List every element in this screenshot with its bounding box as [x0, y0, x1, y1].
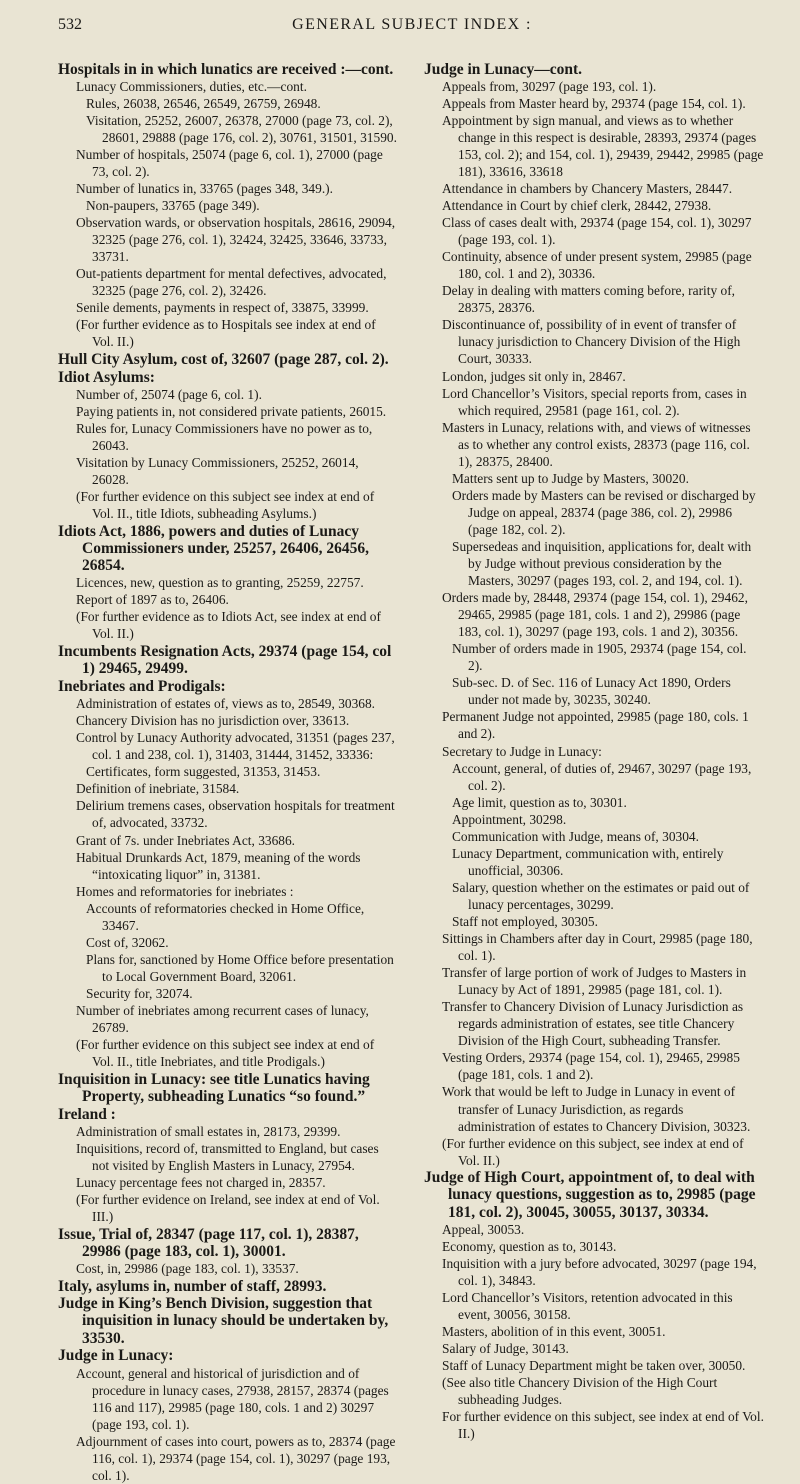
- index-entry: Staff not employed, 30305.: [452, 914, 598, 929]
- index-entry: Delay in dealing with matters coming before, rarity of, 28375, 28376.: [442, 283, 736, 316]
- index-heading: Inquisition in Lunacy: see title Lunatics having Property, subheading Lunatics “so found.”: [58, 1070, 370, 1105]
- index-entry: Appeals from, 30297 (page 193, col. 1).: [442, 78, 657, 94]
- index-entry: Observation wards, or observation hospitals, 28616, 29094, 32325 (page 276, col. 1), 32424, 32425, 33646, 33733, 33731.: [76, 215, 396, 265]
- index-entry: Class of cases dealt with, 29374 (page 154, col. 1), 30297 (page 193, col. 1).: [442, 215, 752, 248]
- index-entry: Certificates, form suggested, 31353, 31453.: [86, 764, 321, 780]
- index-entry: Non-paupers, 33765 (page 349).: [86, 198, 260, 214]
- index-entry: (For further evidence on this subject see index at end of Vol. II., title Idiots, subheading Asylums.): [76, 489, 375, 522]
- index-heading: Inebriates and Prodigals:: [58, 677, 226, 695]
- index-entry: Salary of Judge, 30143.: [442, 1341, 569, 1357]
- index-entry: Number of hospitals, 25074 (page 6, col. 1), 27000 (page 73, col. 2).: [76, 146, 383, 179]
- index-entry: Rules for, Lunacy Commissioners have no power as to, 26043.: [76, 420, 373, 453]
- index-entry: Continuity, absence of under present system, 29985 (page 180, col. 1 and 2), 30336.: [442, 249, 752, 282]
- index-entry: (See also title Chancery Division of the High Court subheading Judges.: [442, 1375, 718, 1408]
- index-entry: Adjournment of cases into court, powers as to, 28374 (page 116, col. 1), 29374 (page 154, col. 1), 30297 (page 193, col. 1).: [76, 1433, 396, 1483]
- index-entry: Definition of inebriate, 31584.: [76, 781, 240, 797]
- index-entry: Work that would be left to Judge in Lunacy in event of transfer of Lunacy Jurisdiction, as regards administration of estates to Chancery Division, 30323.: [442, 1084, 751, 1134]
- index-entry: Rules, 26038, 26546, 26549, 26759, 26948.: [86, 95, 321, 111]
- index-heading: Judge in Lunacy—cont.: [424, 60, 583, 78]
- index-entry: Account, general, of duties of, 29467, 30297 (page 193, col. 2).: [452, 760, 752, 793]
- index-entry: Report of 1897 as to, 26406.: [76, 592, 229, 608]
- index-heading: Judge of High Court, appointment of, to deal with lunacy questions, suggestion as to, 29985 (page 181, col. 2), 30045, 30055, 30137, 30334.: [424, 1169, 756, 1221]
- index-heading: Idiots Act, 1886, powers and duties of Lunacy Commissioners under, 25257, 26406, 26456, 26854.: [58, 522, 370, 575]
- index-entry: Security for, 32074.: [86, 985, 193, 1001]
- index-entry: Transfer of large portion of work of Judges to Masters in Lunacy by Act of 1891, 29985 (page 181, col. 1).: [442, 965, 747, 998]
- index-entry: Chancery Division has no jurisdiction over, 33613.: [76, 713, 350, 729]
- index-entry: Vesting Orders, 29374 (page 154, col. 1), 29465, 29985 (page 181, cols. 1 and 2).: [442, 1050, 740, 1083]
- running-title: GENERAL SUBJECT INDEX :: [292, 16, 532, 33]
- index-entry: Masters, abolition of in this event, 30051.: [442, 1324, 666, 1340]
- index-entry: (For further evidence as to Hospitals see index at end of Vol. II.): [76, 317, 376, 350]
- index-entry: Visitation by Lunacy Commissioners, 25252, 26014, 26028.: [76, 455, 359, 488]
- index-entry: Lunacy percentage fees not charged in, 28357.: [76, 1174, 326, 1190]
- index-heading: Hospitals in in which lunatics are received :—cont.: [58, 60, 394, 78]
- index-heading: Italy, asylums in, number of staff, 28993.: [58, 1277, 327, 1295]
- index-entry: Homes and reformatories for inebriates :: [76, 883, 294, 899]
- index-entry: Number of lunatics in, 33765 (pages 348, 349.).: [76, 180, 333, 196]
- index-entry: For further evidence on this subject, see index at end of Vol. II.): [442, 1409, 764, 1442]
- index-entry: Lunacy Department, communication with, entirely unofficial, 30306.: [452, 845, 724, 878]
- index-heading: Judge in King’s Bench Division, suggestion that inquisition in lunacy should be undertaken by, 33530.: [58, 1295, 389, 1347]
- index-entry: Appointment, 30298.: [452, 811, 567, 827]
- index-entry: Administration of estates of, views as to, 28549, 30368.: [76, 696, 376, 712]
- index-entry: Plans for, sanctioned by Home Office before presentation to Local Government Board, 32061.: [86, 951, 394, 984]
- index-entry: Lord Chancellor’s Visitors, retention advocated in this event, 30056, 30158.: [442, 1290, 733, 1323]
- index-columns: [58, 60, 766, 1484]
- index-entry: Economy, question as to, 30143.: [442, 1238, 617, 1254]
- index-heading: Idiot Asylums:: [58, 368, 155, 386]
- index-entry: Appointment by sign manual, and views as to whether change in this respect is desirable, 28393, 29374 (pages 153, col. 2); and 154, col. 1), 29439, 29442, 29985 (page 181), 33616, 33618: [442, 112, 764, 179]
- index-entry: Salary, question whether on the estimates or paid out of lunacy percentages, 30299.: [452, 879, 750, 912]
- index-entry: Grant of 7s. under Inebriates Act, 33686.: [76, 832, 296, 848]
- index-entry: Sittings in Chambers after day in Court, 29985 (page 180, col. 1).: [442, 931, 753, 964]
- index-entry: (For further evidence on this subject see index at end of Vol. II., title Inebriates, and title Prodigals.): [76, 1037, 375, 1070]
- index-entry: London, judges sit only in, 28467.: [442, 368, 626, 384]
- index-entry: Delirium tremens cases, observation hospitals for treatment of, advocated, 33732.: [76, 798, 395, 831]
- index-heading: Judge in Lunacy:: [58, 1347, 174, 1365]
- index-entry: Paying patients in, not considered private patients, 26015.: [76, 403, 387, 419]
- index-heading: Incumbents Resignation Acts, 29374 (page 154, col 1) 29465, 29499.: [58, 643, 392, 678]
- index-heading: Ireland :: [58, 1105, 116, 1123]
- index-entry: Appeal, 30053.: [442, 1221, 525, 1237]
- index-entry: Communication with Judge, means of, 30304.: [452, 828, 699, 844]
- index-entry: Secretary to Judge in Lunacy:: [442, 743, 602, 759]
- index-entry: Supersedeas and inquisition, applications for, dealt with by Judge without previous consideration by the Masters, 30297 (pages 193, col. 2, and 194, col. 1).: [452, 538, 752, 589]
- index-entry: Orders made by, 28448, 29374 (page 154, col. 1), 29462, 29465, 29985 (page 181, cols. 1 and 2), 29986 (page 183, col. 1), 30297 (page 193, cols. 1 and 2), 30356.: [442, 590, 748, 640]
- index-entry: Number of inebriates among recurrent cases of lunacy, 26789.: [76, 1002, 369, 1036]
- index-entry: Attendance in Court by chief clerk, 28442, 27938.: [442, 198, 712, 214]
- index-heading: Hull City Asylum, cost of, 32607 (page 287, col. 2).: [58, 350, 389, 368]
- index-entry: Attendance in chambers by Chancery Masters, 28447.: [442, 180, 733, 196]
- index-entry: (For further evidence on this subject, see index at end of Vol. II.): [442, 1135, 744, 1168]
- index-entry: Administration of small estates in, 28173, 29399.: [76, 1123, 341, 1139]
- page-number: 532: [58, 16, 82, 33]
- index-entry: Permanent Judge not appointed, 29985 (page 180, cols. 1 and 2).: [442, 709, 749, 742]
- left-column: [58, 60, 398, 1484]
- index-entry: (For further evidence as to Idiots Act, see index at end of Vol. II.): [76, 609, 381, 642]
- page-header: [58, 16, 766, 52]
- index-entry: Staff of Lunacy Department might be taken over, 30050.: [442, 1358, 746, 1374]
- index-entry: Discontinuance of, possibility of in event of transfer of lunacy jurisdiction to Chancery Division of the High Court, 30333.: [442, 317, 741, 367]
- index-entry: Matters sent up to Judge by Masters, 30020.: [452, 470, 689, 486]
- index-entry: Account, general and historical of jurisdiction and of procedure in lunacy cases, 27938, 28157, 28374 (pages 116 and 117), 29985 (page 180, cols. 1 and 2) 30297 (page 193, col. 1).: [76, 1365, 389, 1432]
- right-column: [424, 60, 764, 1484]
- index-entry: Age limit, question as to, 30301.: [452, 794, 627, 810]
- index-entry: Cost of, 32062.: [86, 934, 169, 950]
- index-heading: Issue, Trial of, 28347 (page 117, col. 1), 28387, 29986 (page 183, col. 1), 30001.: [58, 1225, 359, 1260]
- index-entry: Control by Lunacy Authority advocated, 31351 (pages 237, col. 1 and 238, col. 1), 31403, 31444, 31452, 33336:: [76, 730, 395, 763]
- index-entry: Appeals from Master heard by, 29374 (page 154, col. 1).: [442, 95, 746, 111]
- index-entry: Lord Chancellor’s Visitors, special reports from, cases in which required, 29581 (page 161, col. 2).: [442, 385, 747, 418]
- index-entry: Lunacy Commissioners, duties, etc.—cont.: [76, 78, 307, 94]
- index-entry: (For further evidence on Ireland, see index at end of Vol. III.): [76, 1191, 380, 1225]
- index-entry: Cost, in, 29986 (page 183, col. 1), 33537.: [76, 1260, 299, 1276]
- index-entry: Out-patients department for mental defectives, advocated, 32325 (page 276, col. 2), 32426.: [76, 266, 387, 299]
- index-entry: Masters in Lunacy, relations with, and views of witnesses as to whether any control exists, 28373 (page 116, col. 1), 28375, 28400.: [442, 419, 751, 469]
- index-entry: Transfer to Chancery Division of Lunacy Jurisdiction as regards administration of estates, see title Chancery Division of the High Court, subheading Transfer.: [442, 999, 744, 1049]
- index-entry: Sub-sec. D. of Sec. 116 of Lunacy Act 1890, Orders under not made by, 30235, 30240.: [452, 675, 731, 708]
- index-entry: Accounts of reformatories checked in Home Office, 33467.: [86, 900, 365, 933]
- index-entry: Licences, new, question as to granting, 25259, 22757.: [76, 575, 364, 591]
- index-entry: Inquisition with a jury before advocated, 30297 (page 194, col. 1), 34843.: [442, 1255, 757, 1288]
- index-entry: Orders made by Masters can be revised or discharged by Judge on appeal, 28374 (page 386, col. 2), 29986 (page 182, col. 2).: [452, 487, 756, 537]
- index-entry: Number of, 25074 (page 6, col. 1).: [76, 386, 262, 402]
- index-entry: Inquisitions, record of, transmitted to England, but cases not visited by English Masters in Lunacy, 27954.: [76, 1140, 379, 1173]
- index-entry: Visitation, 25252, 26007, 26378, 27000 (page 73, col. 2), 28601, 29888 (page 176, col. 2), 30761, 31501, 31590.: [86, 112, 397, 145]
- index-entry: Senile dements, payments in respect of, 33875, 33999.: [76, 300, 369, 316]
- index-entry: Number of orders made in 1905, 29374 (page 154, col. 2).: [452, 641, 747, 674]
- index-entry: Habitual Drunkards Act, 1879, meaning of the words “intoxicating liquor” in, 31381.: [76, 849, 361, 882]
